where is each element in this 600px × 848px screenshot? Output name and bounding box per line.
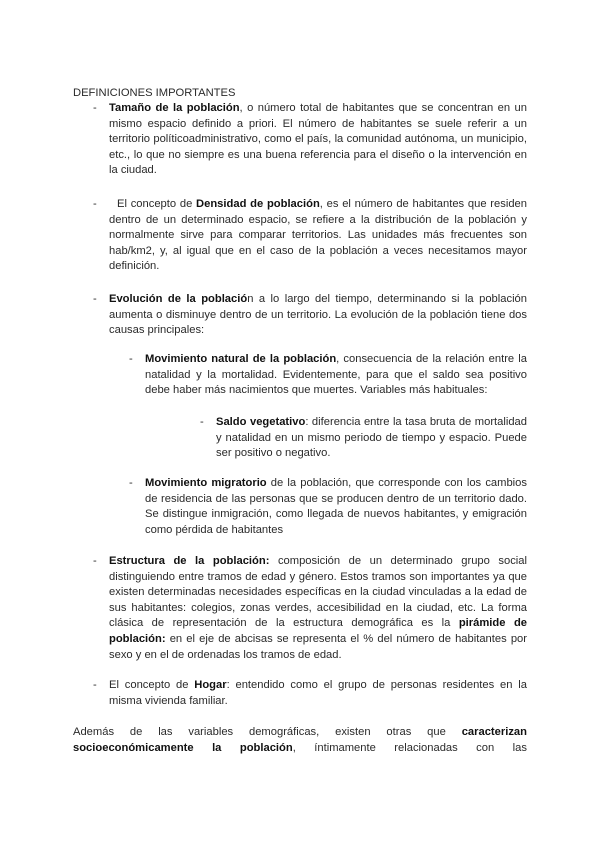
bullet-dash: - — [93, 102, 97, 114]
definition-text: , consecuencia de la relación entre la natalidad y la mortalidad. Evidentemente, para que el saldo sea positivo debe haber más nacimientos que muertes. Variables más habituales: — [145, 353, 527, 397]
term-movimiento-natural: Movimiento natural de la población — [145, 353, 337, 365]
term-movimiento-migratorio: Movimiento migratorio — [145, 477, 267, 489]
definition-hogar — [109, 678, 527, 709]
definition-densidad — [109, 197, 527, 275]
bullet-dash: - — [93, 198, 97, 210]
closing-bold: caracterizan socioeconómicamente la población — [73, 726, 527, 754]
definition-text: , o número total de habitantes que se concentran en un mismo espacio definido a priori. El número de habitantes se suele referir a un territorio políticoadministrativo, como el país, la comunidad autónoma, un municipio, etc., lo que no siempre es una buena referencia para el diseño o la intervención en la ciudad. — [109, 102, 527, 177]
bullet-dash: - — [93, 293, 97, 305]
definition-prefix: El concepto de — [117, 198, 197, 210]
definition-text: : entendido como el grupo de personas residentes en la misma vivienda familiar. — [109, 679, 527, 707]
definition-text: : diferencia entre la tasa bruta de mortalidad y natalidad en un mismo periodo de tiempo y espacio. Puede ser positivo o negativo. — [216, 416, 528, 460]
term-saldo-vegetativo: Saldo vegetativo — [216, 416, 306, 428]
closing-text: , íntimamente relacionadas con las — [292, 741, 527, 754]
closing-paragraph — [73, 725, 527, 756]
bullet-dash: - — [93, 555, 97, 567]
bullet-dash: - — [200, 416, 204, 428]
bullet-dash: - — [93, 679, 97, 691]
term-evolucion: Evolución de la població — [109, 293, 248, 305]
bullet-dash: - — [129, 353, 133, 365]
term-tamano: Tamaño de la población — [109, 102, 240, 114]
definition-tamano — [109, 101, 527, 179]
definition-text: de la población, que corresponde con los cambios de residencia de las personas que se producen dentro de un territorio dado. Se distingue inmigración, como llegada de nuevos habitantes, y emigración como pérdida de habitantes — [145, 477, 527, 536]
definition-text: n a lo largo del tiempo, determinando si la población aumenta o disminuye dentro de un territorio. La evolución de la población tiene dos causas principales: — [109, 293, 528, 337]
term-piramide: pirámide de población: — [109, 617, 527, 645]
definition-saldo-vegetativo — [216, 415, 527, 462]
definition-prefix: El concepto de — [109, 679, 195, 691]
definition-movimiento-natural — [145, 352, 527, 399]
term-densidad: Densidad de población — [196, 198, 320, 210]
definition-evolucion — [109, 292, 527, 339]
term-hogar: Hogar — [194, 679, 227, 691]
bullet-dash: - — [129, 477, 133, 489]
definition-text: , es el número de habitantes que residen dentro de un determinado espacio, se refiere a la distribución de la población y normalmente sirve para comparar territorios. Las unidades más frecuentes son hab/km2, y, al igual que en el caso de la población a veces necesitamos mayor definición. — [109, 198, 527, 273]
definition-text: composición de un determinado grupo social distinguiendo entre tramos de edad y género. Estos tramos son importantes ya que existen determinadas necesidades específicas en la ciudad vinculadas a la edad de sus habitantes: colegios, zonas verdes, accesibilidad en la ciudad, etc. La forma clásica de representación de la estructura demográfica es la — [109, 555, 527, 630]
definition-estructura — [109, 554, 527, 663]
definition-text-2: en el eje de abcisas se representa el % del número de habitantes por sexo y en el de ordenadas los tramos de edad. — [109, 632, 527, 661]
page-heading: DEFINICIONES IMPORTANTES — [73, 87, 236, 99]
definition-movimiento-migratorio — [145, 476, 527, 538]
closing-prefix: Además de las variables demográficas, existen otras que — [73, 726, 462, 738]
term-estructura: Estructura de la población: — [109, 555, 270, 567]
